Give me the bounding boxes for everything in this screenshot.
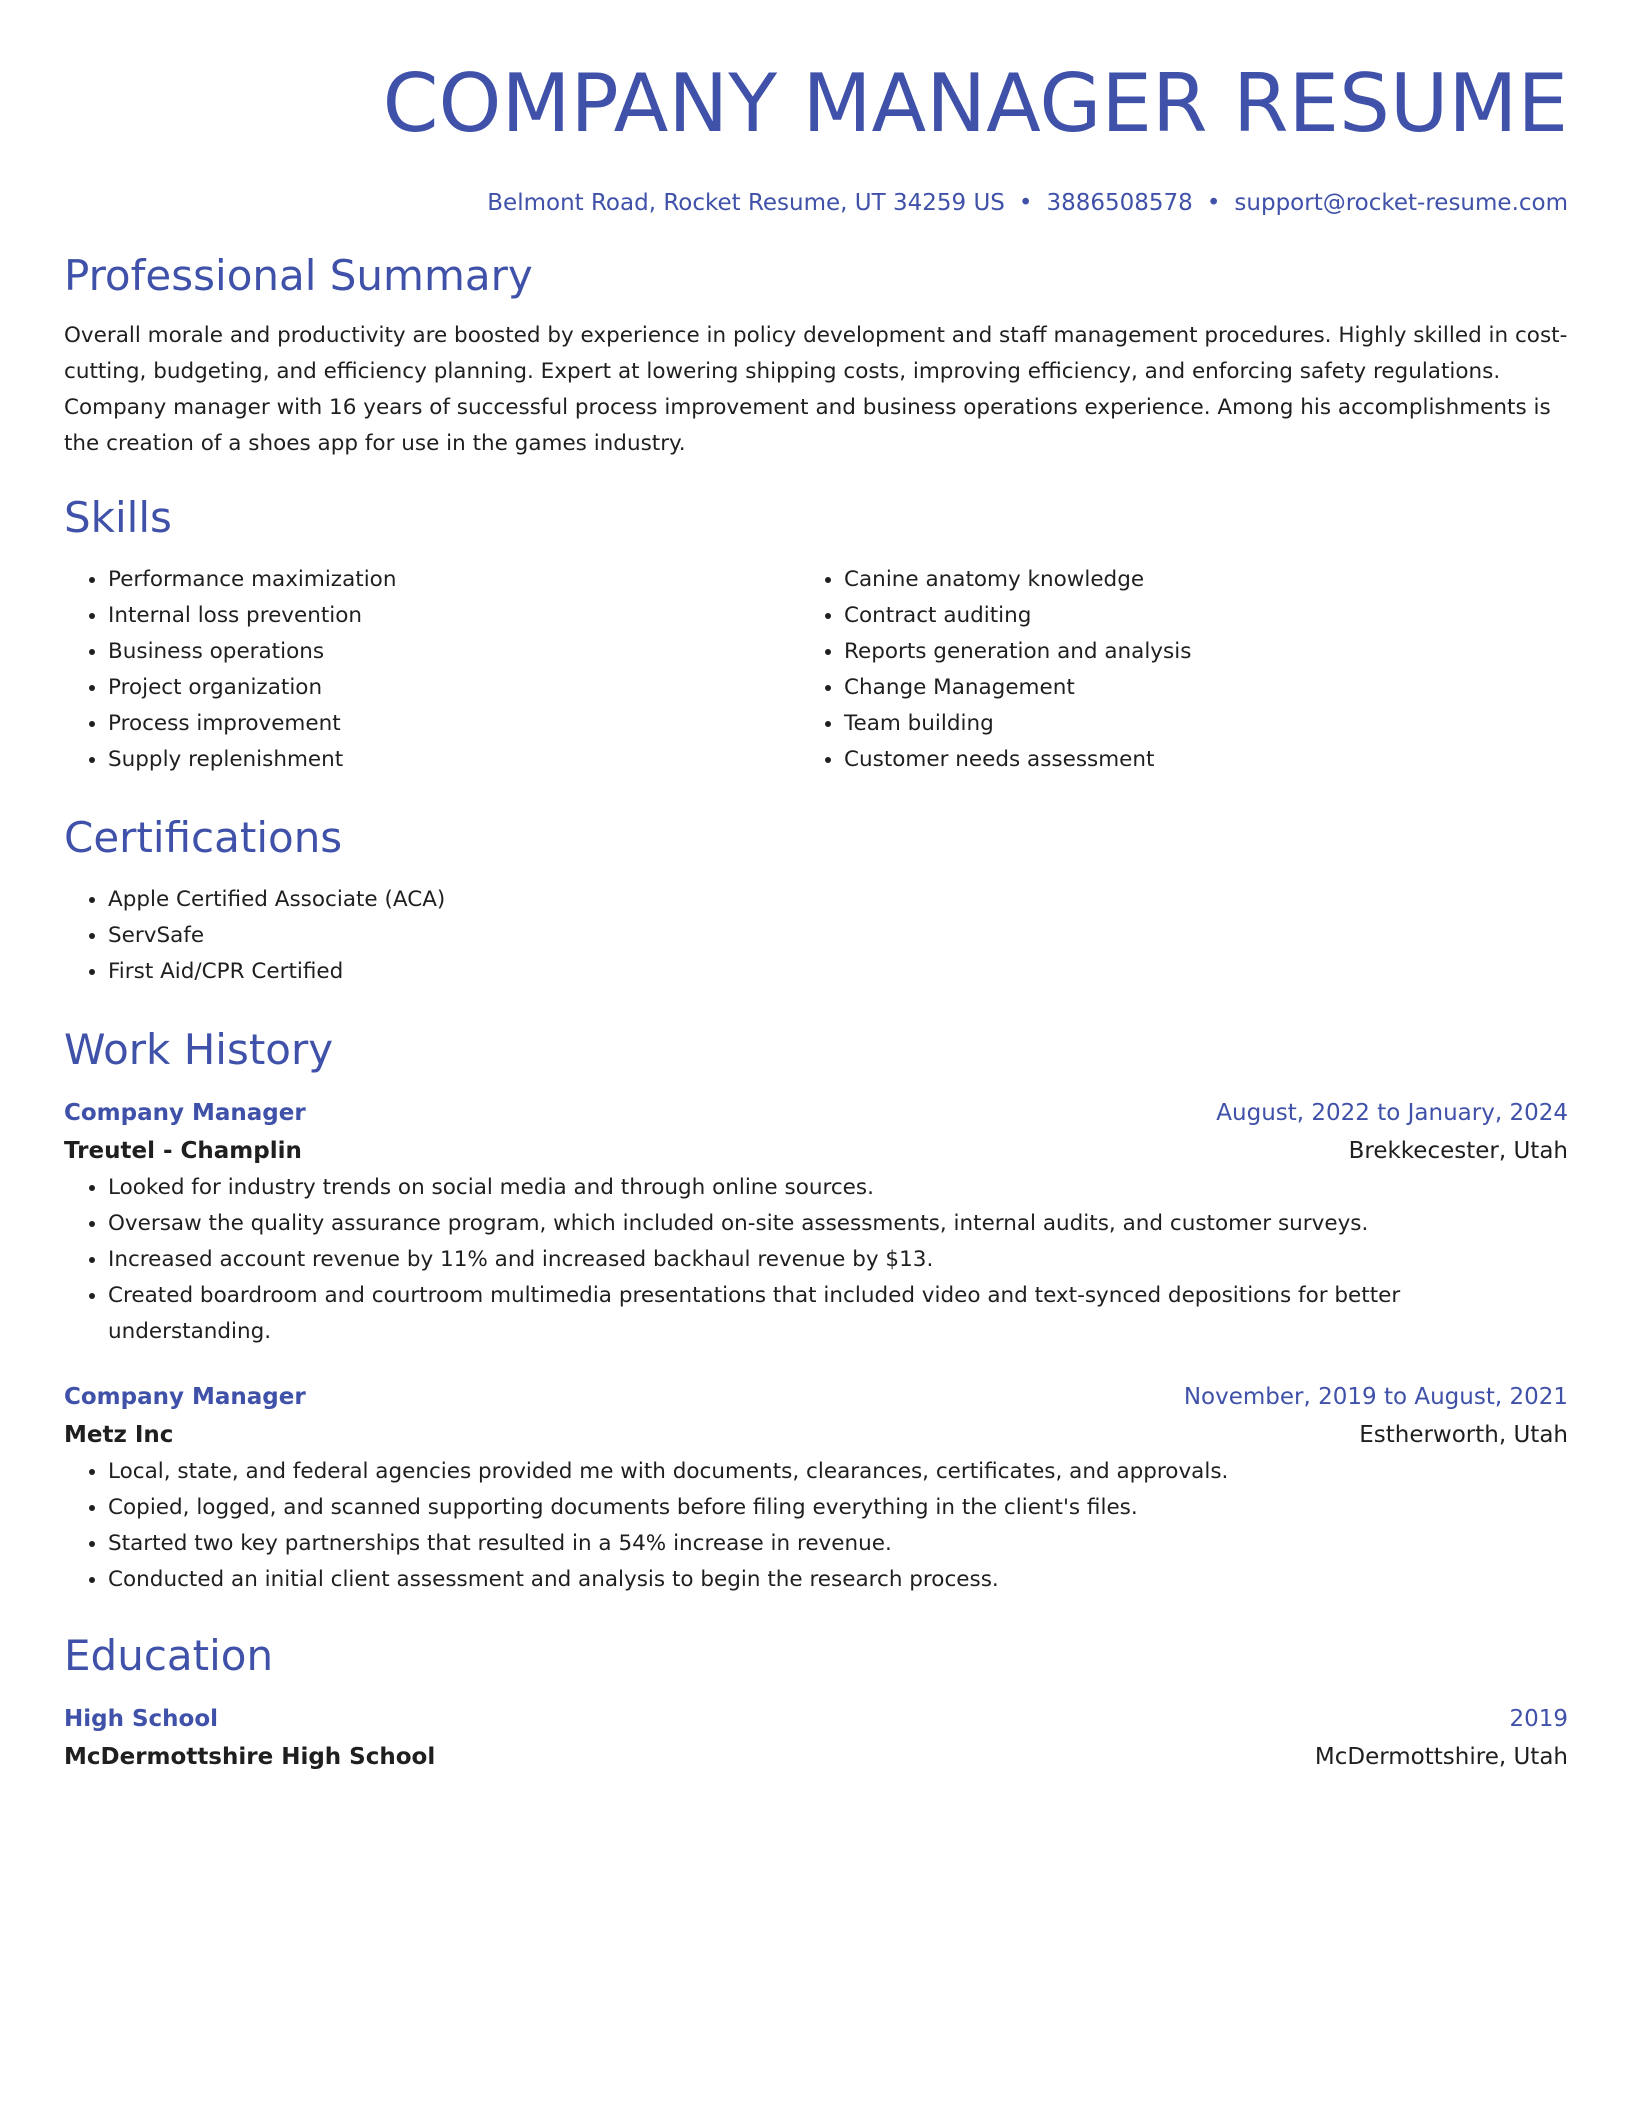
skills-column-right: [800, 562, 1536, 778]
job-bullet: • Local, state, and federal agencies provided me with documents, clearances, certificates, and approvals.: [108, 1454, 1568, 1490]
summary-section: [64, 248, 1568, 462]
work-history-section: [64, 1022, 1568, 1598]
job-company-row: [64, 1132, 1568, 1170]
education-entry: [64, 1700, 1568, 1776]
contact-phone: 3886508578: [1046, 190, 1193, 216]
resume-title: COMPANY MANAGER RESUME: [382, 57, 1568, 150]
skills-grid: [64, 562, 1568, 778]
education-header-row: [64, 1700, 1568, 1738]
contact-line: [64, 188, 1568, 218]
resume-header: [64, 48, 1568, 218]
skill-item: • Internal loss prevention: [108, 598, 800, 634]
skills-list-left: [64, 562, 800, 778]
certification-item: • First Aid/CPR Certified: [108, 954, 1568, 990]
job-company: Metz Inc: [64, 1422, 174, 1448]
skill-item: • Business operations: [108, 634, 800, 670]
contact-separator: •: [1018, 190, 1033, 216]
job-header-row: [64, 1378, 1568, 1416]
job-bullet: • Looked for industry trends on social media and through online sources.: [108, 1170, 1568, 1206]
job-entry: [64, 1094, 1568, 1350]
job-dates: August, 2022 to January, 2024: [1216, 1100, 1568, 1126]
contact-separator: •: [1206, 190, 1221, 216]
job-bullets: [64, 1454, 1568, 1598]
section-title-work-history: Work History: [64, 1025, 334, 1074]
job-bullet: • Conducted an initial client assessment and analysis to begin the research process.: [108, 1562, 1568, 1598]
section-title-summary: Professional Summary: [64, 251, 533, 300]
job-bullet: • Oversaw the quality assurance program, which included on-site assessments, internal audits, and customer surveys.: [108, 1206, 1568, 1242]
job-dates: November, 2019 to August, 2021: [1183, 1384, 1568, 1410]
skills-section: [64, 490, 1568, 778]
job-location: Brekkecester, Utah: [1348, 1138, 1568, 1164]
education-location: McDermottshire, Utah: [1314, 1744, 1568, 1770]
certification-item: • Apple Certified Associate (ACA): [108, 882, 1568, 918]
job-bullet: • Started two key partnerships that resulted in a 54% increase in revenue.: [108, 1526, 1568, 1562]
section-title-education: Education: [64, 1631, 274, 1680]
job-entry: [64, 1378, 1568, 1598]
skill-item: • Supply replenishment: [108, 742, 800, 778]
job-company-row: [64, 1416, 1568, 1454]
skill-item: • Project organization: [108, 670, 800, 706]
job-header-row: [64, 1094, 1568, 1132]
job-bullet: • Increased account revenue by 11% and increased backhaul revenue by $13.: [108, 1242, 1568, 1278]
education-section: [64, 1628, 1568, 1776]
section-title-skills: Skills: [64, 493, 172, 542]
skills-list-right: [800, 562, 1536, 778]
skill-item: • Change Management: [844, 670, 1536, 706]
section-title-certifications: Certifications: [64, 813, 343, 862]
summary-text: Overall morale and productivity are boosted by experience in policy development and staff management procedures. Highly skilled in cost-cutting, budgeting, and efficiency planning. Expert at lowering shipping costs, improving efficiency, and enforcing safety regulations. Company manager with 16 years of successful process improvement and business operations experience. Among his accomplishments is the creation of a shoes app for use in the games industry.: [64, 323, 1568, 456]
education-school: McDermottshire High School: [64, 1744, 436, 1770]
education-school-row: [64, 1738, 1568, 1776]
job-bullet: • Copied, logged, and scanned supporting documents before filing everything in the client's files.: [108, 1490, 1568, 1526]
certification-item: • ServSafe: [108, 918, 1568, 954]
job-location: Estherworth, Utah: [1359, 1422, 1568, 1448]
job-title: Company Manager: [64, 1100, 306, 1126]
certifications-list: [64, 882, 1568, 990]
education-degree: High School: [64, 1706, 219, 1732]
skill-item: • Contract auditing: [844, 598, 1536, 634]
skill-item: • Canine anatomy knowledge: [844, 562, 1536, 598]
job-title: Company Manager: [64, 1384, 306, 1410]
certifications-section: [64, 810, 1568, 990]
skill-item: • Reports generation and analysis: [844, 634, 1536, 670]
contact-email: support@rocket-resume.com: [1234, 190, 1568, 216]
job-bullet: • Created boardroom and courtroom multimedia presentations that included video and text-synced depositions for better understanding.: [108, 1278, 1568, 1350]
job-bullets: [64, 1170, 1568, 1350]
skill-item: • Customer needs assessment: [844, 742, 1536, 778]
job-company: Treutel - Champlin: [64, 1138, 302, 1164]
contact-address: Belmont Road, Rocket Resume, UT 34259 US: [487, 190, 1005, 216]
skills-column-left: [64, 562, 800, 778]
skill-item: • Team building: [844, 706, 1536, 742]
education-year: 2019: [1509, 1706, 1568, 1732]
skill-item: • Process improvement: [108, 706, 800, 742]
skill-item: • Performance maximization: [108, 562, 800, 598]
